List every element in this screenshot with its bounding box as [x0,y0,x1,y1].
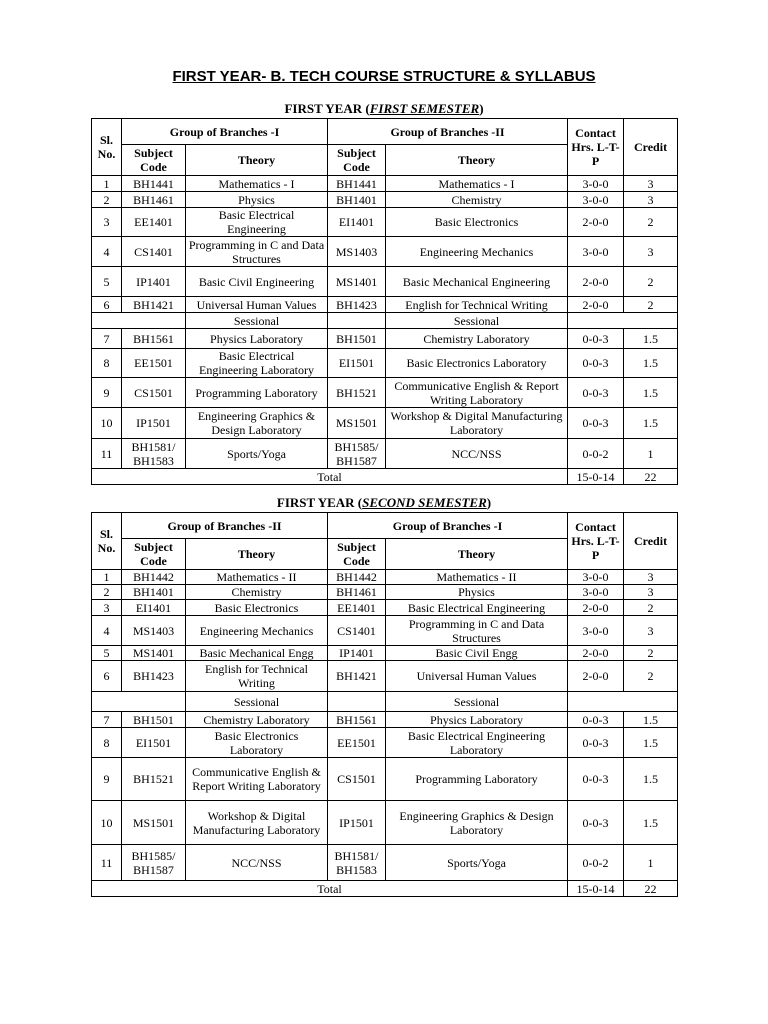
header-theory-a: Theory [186,145,328,176]
subject-name-cell: Chemistry [186,585,328,600]
contact-hrs-cell: 0-0-3 [568,329,624,349]
total-hrs: 15-0-14 [568,881,624,897]
sl-no-cell: 5 [92,646,122,661]
subject-name-cell: Mathematics - II [386,570,568,585]
caption-emphasis: SECOND SEMESTER [362,495,487,510]
sessional-label-a: Sessional [186,313,328,329]
subject-name-cell: Chemistry Laboratory [386,329,568,349]
credit-cell: 2 [624,600,678,616]
contact-hrs-cell: 2-0-0 [568,661,624,692]
subject-code-cell: BH1501 [328,329,386,349]
subject-code-cell: BH1585/ BH1587 [328,439,386,469]
subject-code-cell: BH1441 [122,176,186,192]
subject-name-cell: Basic Electrical Engineering Laboratory [186,349,328,378]
table-row [92,712,678,728]
sl-no-cell: 9 [92,758,122,801]
subject-code-cell: CS1501 [122,378,186,408]
subject-name-cell: Chemistry Laboratory [186,712,328,728]
subject-name-cell: English for Technical Writing [386,297,568,313]
subject-name-cell: Physics [386,585,568,600]
subject-name-cell: Communicative English & Report Writing Laboratory [386,378,568,408]
subject-name-cell: Basic Electronics [386,208,568,237]
caption-suffix: ) [479,101,484,116]
contact-hrs-cell: 0-0-3 [568,801,624,845]
header-theory-b: Theory [386,145,568,176]
table-row [92,728,678,758]
subject-name-cell: Programming Laboratory [186,378,328,408]
contact-hrs-cell: 0-0-3 [568,349,624,378]
subject-code-cell: BH1521 [122,758,186,801]
subject-code-cell: BH1423 [328,297,386,313]
subject-code-cell: EI1501 [122,728,186,758]
subject-name-cell: Mathematics - II [186,570,328,585]
subject-code-cell: IP1401 [328,646,386,661]
total-label: Total [92,469,568,485]
subject-code-cell: BH1442 [122,570,186,585]
subject-name-cell: Basic Civil Engineering [186,267,328,297]
subject-name-cell: NCC/NSS [386,439,568,469]
header-subject-code-b: Subject Code [328,539,386,570]
sl-no-cell: 7 [92,712,122,728]
credit-cell: 3 [624,176,678,192]
sl-no-cell: 7 [92,329,122,349]
credit-cell: 1.5 [624,758,678,801]
total-credit: 22 [624,469,678,485]
subject-code-cell: EE1401 [122,208,186,237]
sl-no-cell: 2 [92,585,122,600]
subject-code-cell: BH1421 [122,297,186,313]
contact-hrs-cell: 0-0-2 [568,439,624,469]
subject-name-cell: Physics [186,192,328,208]
credit-cell: 1.5 [624,378,678,408]
subject-name-cell: Engineering Graphics & Design Laboratory [386,801,568,845]
empty-cell [92,692,186,712]
subject-name-cell: Basic Electrical Engineering [186,208,328,237]
subject-code-cell: CS1401 [122,237,186,267]
credit-cell: 1.5 [624,728,678,758]
subject-name-cell: Basic Electrical Engineering Laboratory [386,728,568,758]
contact-hrs-cell: 3-0-0 [568,585,624,600]
table-row [92,616,678,646]
subject-code-cell: IP1501 [122,408,186,439]
caption-prefix: FIRST YEAR ( [284,101,370,116]
contact-hrs-cell: 2-0-0 [568,208,624,237]
empty-cell [568,692,678,712]
empty-cell [328,692,386,712]
subject-name-cell: Basic Civil Engg [386,646,568,661]
subject-name-cell: Mathematics - I [186,176,328,192]
subject-code-cell: EE1501 [122,349,186,378]
subject-name-cell: Programming in C and Data Structures [386,616,568,646]
credit-cell: 3 [624,585,678,600]
contact-hrs-cell: 3-0-0 [568,192,624,208]
subject-name-cell: Physics Laboratory [186,329,328,349]
table-row [92,329,678,349]
contact-hrs-cell: 0-0-3 [568,408,624,439]
credit-cell: 2 [624,646,678,661]
sessional-label-b: Sessional [386,313,568,329]
header-subject-code-b: Subject Code [328,145,386,176]
header-theory-a: Theory [186,539,328,570]
subject-name-cell: Sports/Yoga [386,845,568,881]
sessional-label-a: Sessional [186,692,328,712]
contact-hrs-cell: 3-0-0 [568,616,624,646]
semester-caption [0,495,768,511]
subject-name-cell: Engineering Mechanics [386,237,568,267]
header-group-b: Group of Branches -I [328,513,568,539]
table-row [92,646,678,661]
contact-hrs-cell: 3-0-0 [568,176,624,192]
subject-name-cell: English for Technical Writing [186,661,328,692]
contact-hrs-cell: 3-0-0 [568,570,624,585]
credit-cell: 3 [624,570,678,585]
header-group-b: Group of Branches -II [328,119,568,145]
table-row [92,267,678,297]
sl-no-cell: 10 [92,801,122,845]
subject-code-cell: BH1561 [328,712,386,728]
table-row [92,758,678,801]
subject-code-cell: BH1461 [122,192,186,208]
subject-name-cell: Basic Electrical Engineering [386,600,568,616]
subject-name-cell: Mathematics - I [386,176,568,192]
credit-cell: 3 [624,237,678,267]
sl-no-cell: 1 [92,176,122,192]
sl-no-cell: 1 [92,570,122,585]
subject-name-cell: Engineering Graphics & Design Laboratory [186,408,328,439]
table-row [92,585,678,600]
header-contact-hrs: Contact Hrs. L-T-P [568,119,624,176]
table-row [92,801,678,845]
page-title: FIRST YEAR- B. TECH COURSE STRUCTURE & SYLLABUS [172,68,596,85]
total-row [92,881,678,897]
table-row [92,208,678,237]
table-row [92,349,678,378]
subject-name-cell: Chemistry [386,192,568,208]
credit-cell: 3 [624,192,678,208]
empty-cell [92,313,186,329]
header-theory-b: Theory [386,539,568,570]
credit-cell: 1.5 [624,349,678,378]
subject-name-cell: Universal Human Values [186,297,328,313]
subject-name-cell: Sports/Yoga [186,439,328,469]
subject-code-cell: BH1401 [328,192,386,208]
subject-name-cell: Universal Human Values [386,661,568,692]
sessional-header-row [92,313,678,329]
credit-cell: 3 [624,616,678,646]
subject-code-cell: MS1501 [328,408,386,439]
table-row [92,661,678,692]
sl-no-cell: 5 [92,267,122,297]
subject-code-cell: EI1401 [122,600,186,616]
sl-no-cell: 3 [92,600,122,616]
subject-name-cell: Basic Mechanical Engineering [386,267,568,297]
sl-no-cell: 2 [92,192,122,208]
credit-cell: 2 [624,297,678,313]
sl-no-cell: 11 [92,845,122,881]
subject-name-cell: Programming Laboratory [386,758,568,801]
sl-no-cell: 6 [92,297,122,313]
table-row [92,378,678,408]
table-row [92,192,678,208]
subject-code-cell: CS1501 [328,758,386,801]
subject-code-cell: IP1401 [122,267,186,297]
subject-code-cell: BH1442 [328,570,386,585]
subject-code-cell: BH1401 [122,585,186,600]
contact-hrs-cell: 0-0-3 [568,378,624,408]
total-row [92,469,678,485]
subject-code-cell: BH1461 [328,585,386,600]
table-row [92,570,678,585]
subject-code-cell: EE1501 [328,728,386,758]
subject-code-cell: MS1403 [328,237,386,267]
credit-cell: 1 [624,439,678,469]
subject-code-cell: BH1501 [122,712,186,728]
header-credit: Credit [624,513,678,570]
table-row [92,439,678,469]
credit-cell: 1.5 [624,408,678,439]
empty-cell [568,313,678,329]
table-row [92,237,678,267]
subject-name-cell: Engineering Mechanics [186,616,328,646]
contact-hrs-cell: 2-0-0 [568,600,624,616]
subject-name-cell: Basic Electronics [186,600,328,616]
subject-code-cell: EI1401 [328,208,386,237]
table-row [92,845,678,881]
semester-caption [0,101,768,117]
subject-code-cell: BH1581/ BH1583 [328,845,386,881]
sessional-label-b: Sessional [386,692,568,712]
subject-name-cell: Communicative English & Report Writing Laboratory [186,758,328,801]
table-row [92,297,678,313]
sl-no-cell: 6 [92,661,122,692]
subject-code-cell: BH1521 [328,378,386,408]
subject-code-cell: BH1581/ BH1583 [122,439,186,469]
subject-code-cell: MS1403 [122,616,186,646]
contact-hrs-cell: 0-0-2 [568,845,624,881]
header-group-a: Group of Branches -I [122,119,328,145]
sl-no-cell: 9 [92,378,122,408]
sl-no-cell: 8 [92,728,122,758]
header-group-a: Group of Branches -II [122,513,328,539]
course-table-first-semester [91,118,678,485]
subject-name-cell: Basic Electronics Laboratory [386,349,568,378]
sl-no-cell: 8 [92,349,122,378]
credit-cell: 2 [624,208,678,237]
contact-hrs-cell: 3-0-0 [568,237,624,267]
contact-hrs-cell: 2-0-0 [568,297,624,313]
header-sl-no: Sl. No. [92,513,122,570]
subject-name-cell: Workshop & Digital Manufacturing Laboratory [186,801,328,845]
table-row [92,408,678,439]
subject-name-cell: Programming in C and Data Structures [186,237,328,267]
contact-hrs-cell: 0-0-3 [568,728,624,758]
header-subject-code-a: Subject Code [122,145,186,176]
credit-cell: 1.5 [624,801,678,845]
header-subject-code-a: Subject Code [122,539,186,570]
total-hrs: 15-0-14 [568,469,624,485]
empty-cell [328,313,386,329]
subject-name-cell: Basic Mechanical Engg [186,646,328,661]
credit-cell: 2 [624,267,678,297]
subject-name-cell: Basic Electronics Laboratory [186,728,328,758]
contact-hrs-cell: 2-0-0 [568,646,624,661]
subject-name-cell: NCC/NSS [186,845,328,881]
header-sl-no: Sl. No. [92,119,122,176]
subject-code-cell: EI1501 [328,349,386,378]
credit-cell: 1 [624,845,678,881]
sl-no-cell: 11 [92,439,122,469]
subject-code-cell: EE1401 [328,600,386,616]
subject-code-cell: BH1585/ BH1587 [122,845,186,881]
caption-prefix: FIRST YEAR ( [276,495,363,510]
credit-cell: 1.5 [624,329,678,349]
sl-no-cell: 4 [92,616,122,646]
subject-code-cell: BH1421 [328,661,386,692]
sessional-header-row [92,692,678,712]
subject-code-cell: CS1401 [328,616,386,646]
subject-code-cell: BH1441 [328,176,386,192]
table-row [92,600,678,616]
contact-hrs-cell: 2-0-0 [568,267,624,297]
subject-code-cell: IP1501 [328,801,386,845]
subject-code-cell: MS1501 [122,801,186,845]
subject-name-cell: Physics Laboratory [386,712,568,728]
caption-emphasis: FIRST SEMESTER [369,101,480,116]
course-table-second-semester [91,512,678,897]
caption-suffix: ) [486,495,492,510]
total-credit: 22 [624,881,678,897]
subject-code-cell: MS1401 [122,646,186,661]
total-label: Total [92,881,568,897]
sl-no-cell: 4 [92,237,122,267]
credit-cell: 2 [624,661,678,692]
subject-code-cell: BH1423 [122,661,186,692]
contact-hrs-cell: 0-0-3 [568,758,624,801]
subject-name-cell: Workshop & Digital Manufacturing Laboratory [386,408,568,439]
credit-cell: 1.5 [624,712,678,728]
sl-no-cell: 10 [92,408,122,439]
contact-hrs-cell: 0-0-3 [568,712,624,728]
subject-code-cell: MS1401 [328,267,386,297]
sl-no-cell: 3 [92,208,122,237]
subject-code-cell: BH1561 [122,329,186,349]
header-contact-hrs: Contact Hrs. L-T-P [568,513,624,570]
table-row [92,176,678,192]
header-credit: Credit [624,119,678,176]
